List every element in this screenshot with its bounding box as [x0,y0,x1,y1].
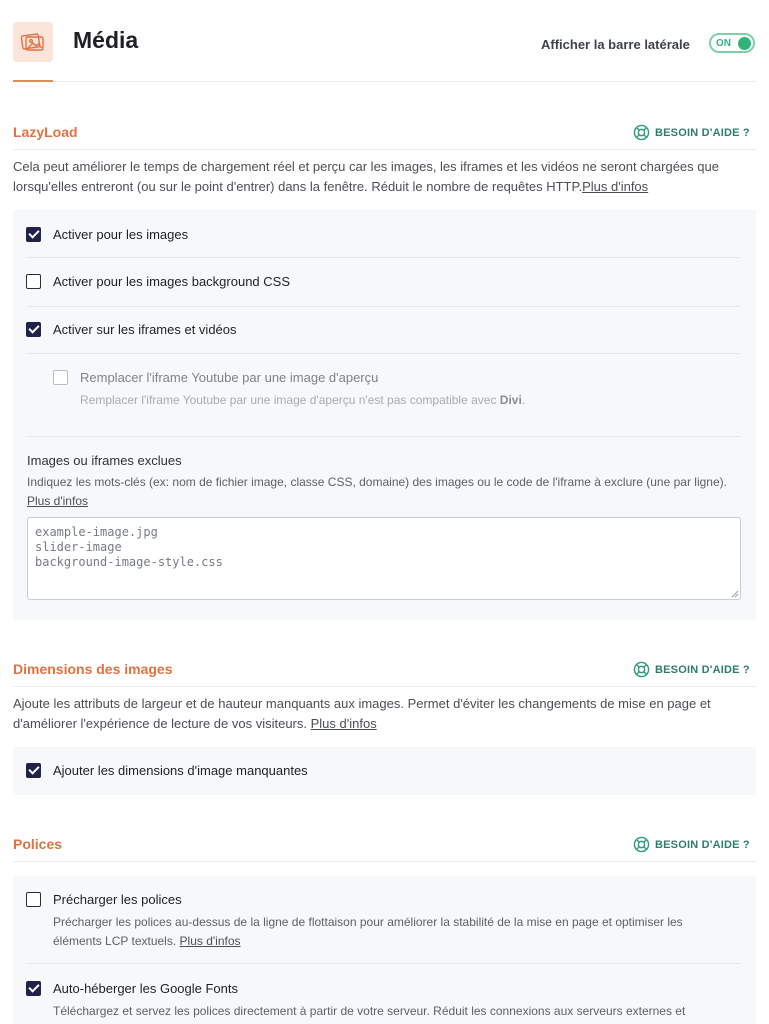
page-title: Média [73,27,139,53]
section-title-fonts: Polices [13,836,63,852]
sidebar-toggle-label: Afficher la barre latérale [541,37,690,52]
row-separator [27,257,740,258]
checkbox-lazyload-iframes[interactable] [26,322,41,337]
row-separator [27,436,740,437]
more-info-link[interactable]: Plus d'infos [27,494,88,508]
exclusions-description: Indiquez les mots-clés (ex: nom de fichier image, classe CSS, domaine) des images ou le code de l'iframe à exclure (une par ligne). Plus d'infos [27,475,727,508]
option-label-missing-dimensions: Ajouter les dimensions d'image manquantes [53,763,308,778]
section-divider [13,861,756,862]
checkbox-selfhost-google-fonts[interactable] [26,981,41,996]
section-title-dimensions: Dimensions des images [13,661,173,677]
help-link-fonts[interactable] [633,836,750,853]
more-info-link[interactable]: Plus d'infos [310,715,377,731]
help-link-dimensions[interactable] [633,661,750,678]
toggle-knob [738,37,751,50]
toggle-state-text: ON [716,38,731,49]
checkbox-missing-dimensions[interactable] [26,763,41,778]
row-separator [27,353,740,354]
option-label-lazyload-images: Activer pour les images [53,227,189,242]
lazyload-description: Cela peut améliorer le temps de chargement réel et perçu car les images, les iframes et les vidéos ne seront chargées que lorsqu'elles entreront (ou sur le point d'entrer) dans la fenêtre. Réduit le nombre de requêtes HTTP.Plus d'infos [13,159,719,194]
more-info-link[interactable]: Plus d'infos [179,934,241,948]
option-label-preload-fonts: Précharger les polices [53,892,182,907]
row-separator [27,963,740,964]
more-info-link[interactable]: Plus d'infos [582,178,649,194]
lifebuoy-icon [633,836,650,853]
option-label-lazyload-css-background: Activer pour les images background CSS [53,274,291,289]
section-divider [13,686,756,687]
section-title-lazyload: LazyLoad [13,124,78,140]
checkbox-youtube-preview[interactable] [53,370,68,385]
divi-label: Divi [499,393,522,407]
selfhost-google-fonts-description: Téléchargez et servez les polices directement à partir de votre serveur. Réduit les connexions aux serveurs externes et [53,1004,686,1018]
checkbox-lazyload-css-background[interactable] [26,274,41,289]
resize-grip-icon[interactable] [731,590,739,598]
header-divider [13,81,756,82]
lifebuoy-icon [633,124,650,141]
option-label-youtube-preview: Remplacer l'iframe Youtube par une image d'aperçu [80,370,379,385]
help-link-lazyload[interactable] [633,124,750,141]
media-icon [13,22,53,62]
preload-fonts-description: Précharger les polices au-dessus de la ligne de flottaison pour améliorer la stabilité de la mise en page et optimiser les éléments LCP textuels. Plus d'infos [53,915,683,948]
dimensions-description: Ajoute les attributs de largeur et de hauteur manquants aux images. Permet d'éviter les changements de mise en page et d'améliorer l'expérience de lecture de vos visiteurs. Plus d'infos [13,696,711,731]
option-label-lazyload-iframes: Activer sur les iframes et vidéos [53,322,237,337]
checkbox-lazyload-images[interactable] [26,227,41,242]
header-active-underline [13,80,53,82]
row-separator [27,306,740,307]
youtube-preview-note: Remplacer l'iframe Youtube par une image d'aperçu n'est pas compatible avec Divi. [80,393,526,407]
help-label: BESOIN D'AIDE ? [655,126,750,139]
checkbox-preload-fonts[interactable] [26,892,41,907]
exclusions-title: Images ou iframes exclues [27,453,182,468]
exclusions-textarea[interactable]: example-image.jpg slider-image background-image-style.css [27,517,741,600]
sidebar-toggle[interactable] [709,33,755,53]
help-label: BESOIN D'AIDE ? [655,838,750,851]
option-label-selfhost-google-fonts: Auto-héberger les Google Fonts [53,981,238,996]
lifebuoy-icon [633,661,650,678]
page-header [0,0,769,84]
help-label: BESOIN D'AIDE ? [655,663,750,676]
section-divider [13,149,756,150]
